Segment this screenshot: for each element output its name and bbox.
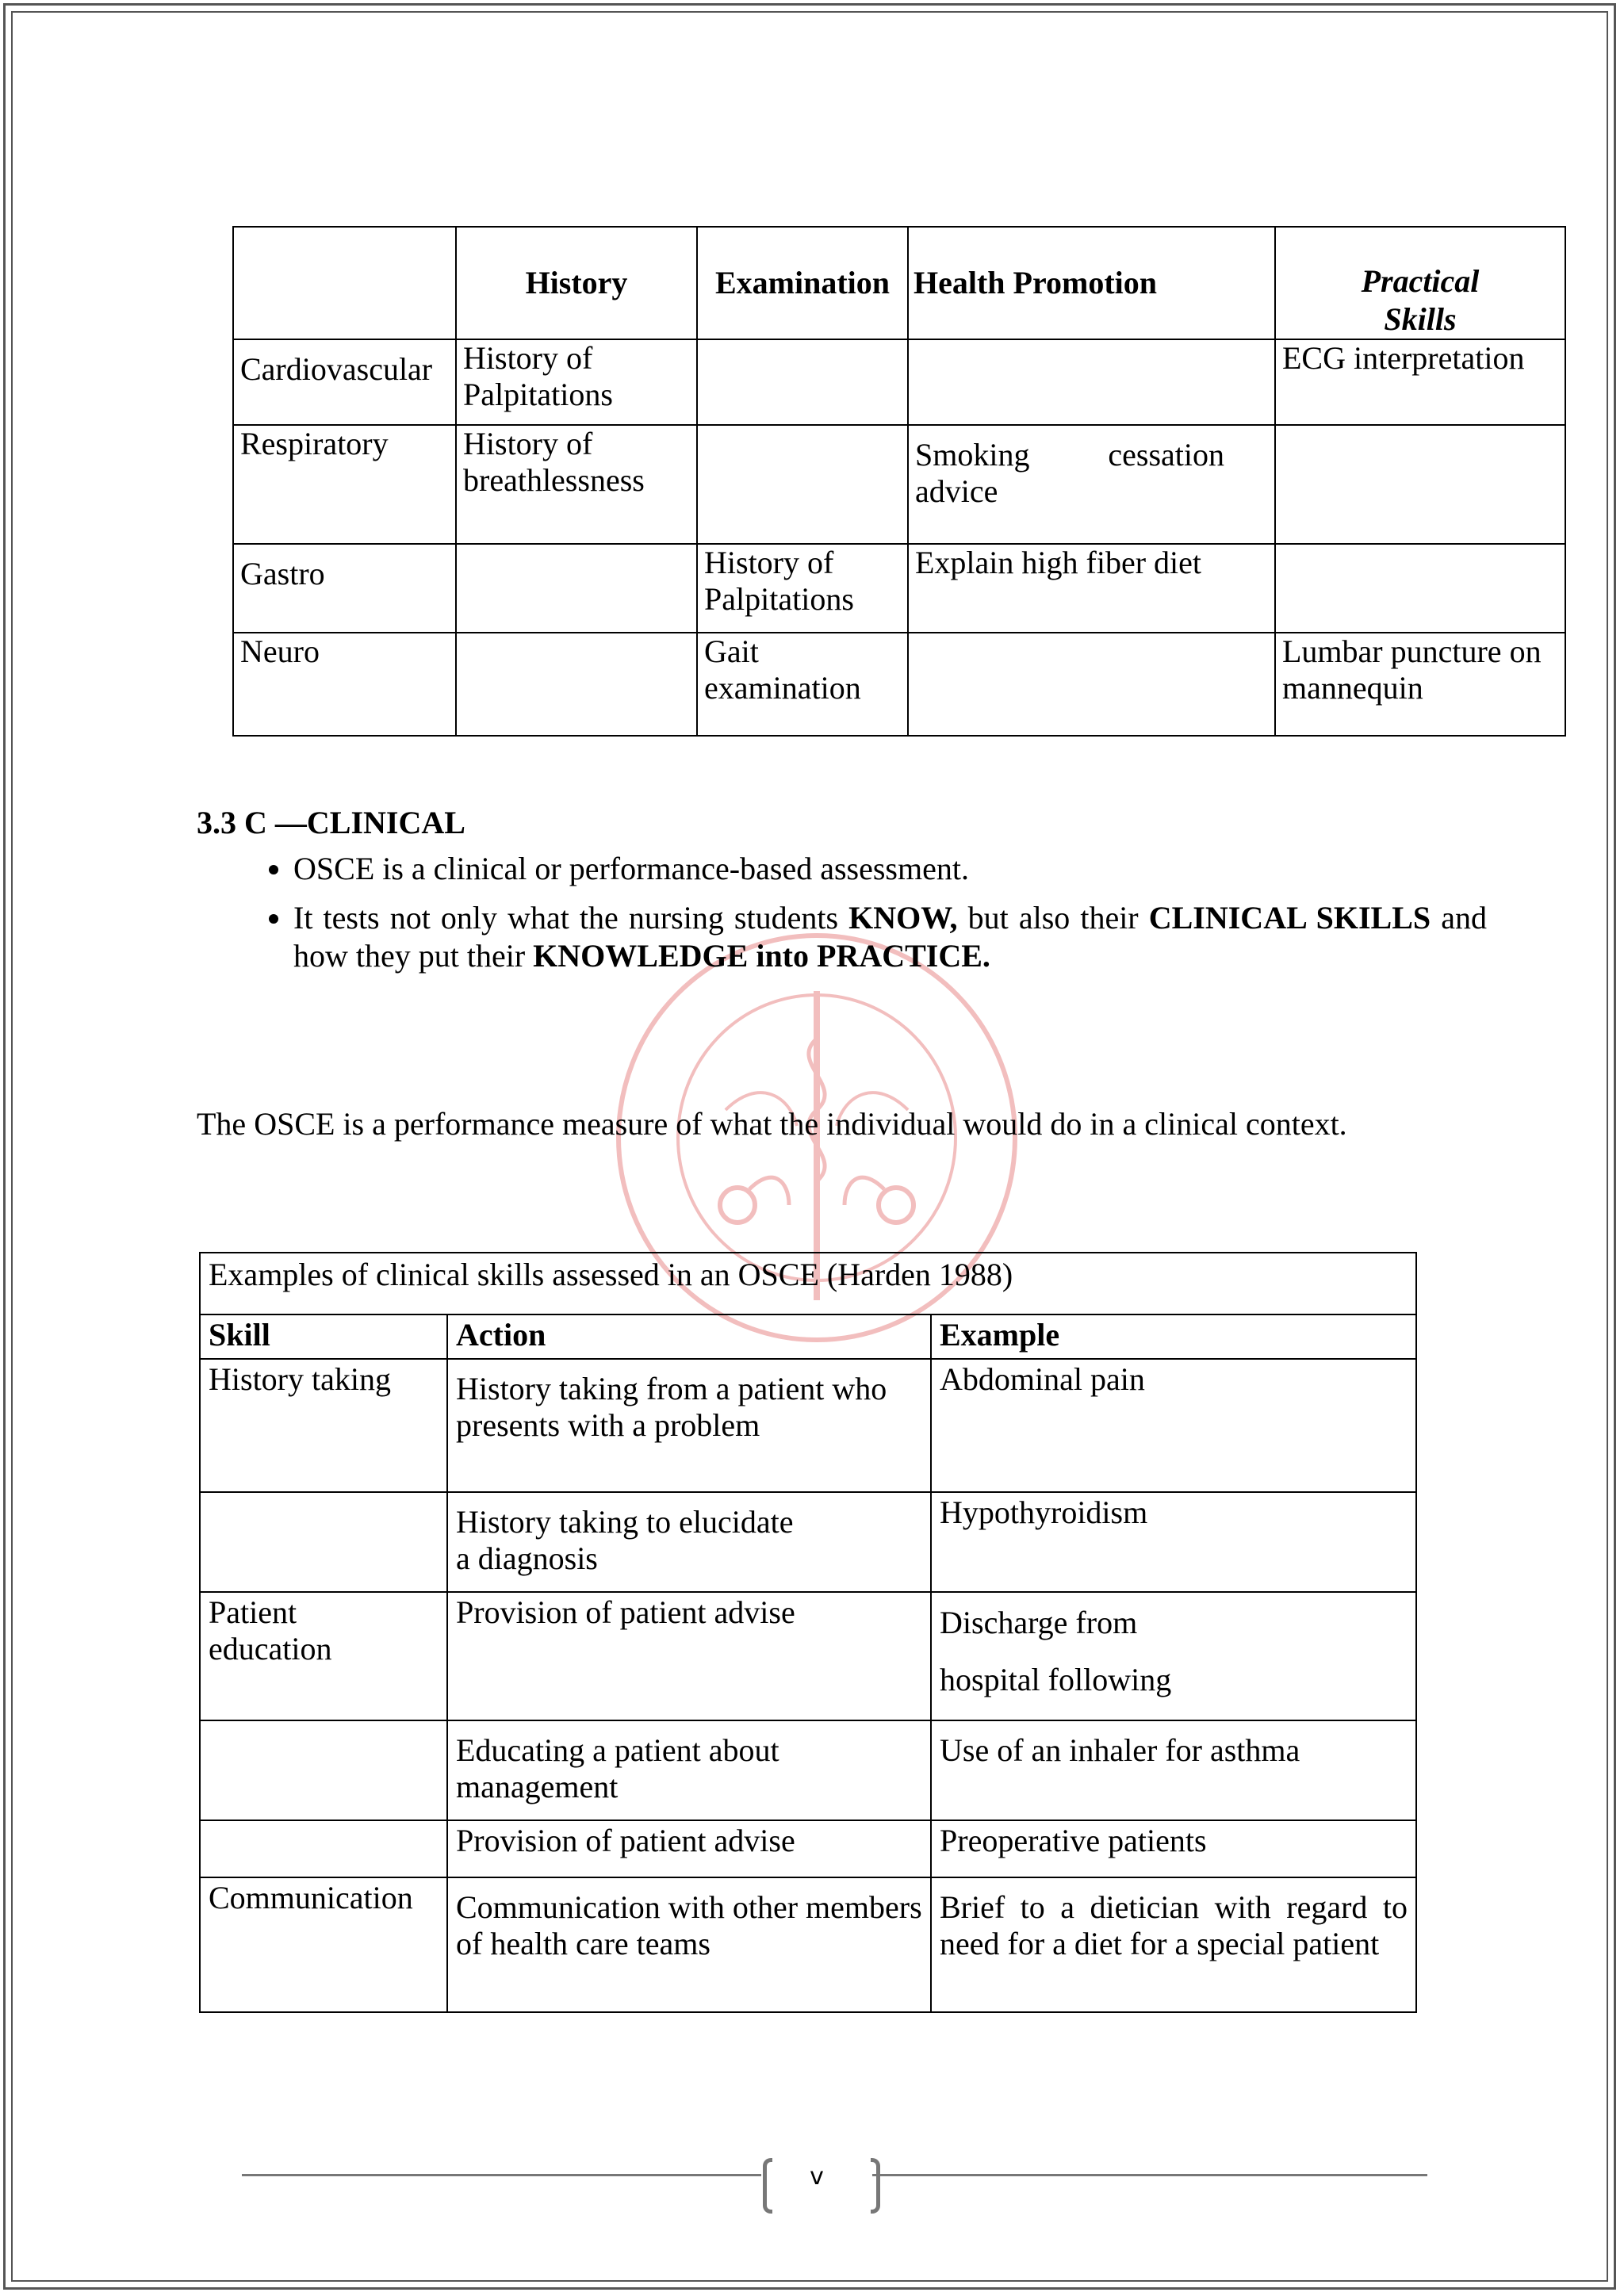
action-cell: Provision of patient advise — [447, 1820, 931, 1877]
example-cell: Preoperative patients — [931, 1820, 1416, 1877]
examination-cell: Gait examination — [697, 633, 908, 736]
header-empty — [233, 227, 456, 339]
example-cell: Abdominal pain — [931, 1359, 1416, 1492]
example-cell: Hypothyroidism — [931, 1492, 1416, 1592]
history-cell: History of Palpitations — [456, 339, 697, 425]
examination-cell — [697, 425, 908, 544]
example-cell: Discharge from hospital following — [931, 1592, 1416, 1720]
table-row — [233, 339, 1565, 425]
system-cell: Respiratory — [233, 425, 456, 544]
body-paragraph: The OSCE is a performance measure of what the individual would do in a clinical context. — [197, 1106, 1347, 1142]
table-row — [200, 1820, 1416, 1877]
header-health-promotion: Health Promotion — [908, 227, 1275, 339]
clinical-skills-table — [199, 1252, 1417, 2013]
system-cell: Gastro — [233, 544, 456, 633]
system-cell: Neuro — [233, 633, 456, 736]
systems-skills-table — [232, 226, 1566, 737]
practical-skills-cell — [1275, 425, 1565, 544]
skill-cell — [200, 1820, 447, 1877]
footer-rule-right — [872, 2174, 1427, 2176]
header-skill: Skill — [200, 1314, 447, 1359]
health-promotion-cell — [908, 339, 1275, 425]
skill-cell: History taking — [200, 1359, 447, 1492]
table-caption: Examples of clinical skills assessed in an OSCE (Harden 1988) — [200, 1253, 1416, 1314]
skill-cell — [200, 1492, 447, 1592]
example-cell: Brief to a dietician with regard to need for a diet for a special patient — [931, 1877, 1416, 2012]
header-practical-skills: Practical Skills — [1275, 227, 1565, 339]
example-cell: Use of an inhaler for asthma — [931, 1720, 1416, 1820]
table-row — [200, 1877, 1416, 2012]
action-cell: History taking from a patient who presents with a problem — [447, 1359, 931, 1492]
table-row — [233, 633, 1565, 736]
action-cell: Educating a patient about management — [447, 1720, 931, 1820]
table-row — [200, 1359, 1416, 1492]
health-promotion-cell: Explain high fiber diet — [908, 544, 1275, 633]
table-row — [233, 425, 1565, 544]
practical-skills-cell — [1275, 544, 1565, 633]
skill-cell: Patient education — [200, 1592, 447, 1720]
table-row — [233, 544, 1565, 633]
header-history: History — [456, 227, 697, 339]
history-cell — [456, 544, 697, 633]
bullet-item: • It tests not only what the nursing students KNOW, but also their CLINICAL SKILLS and how they put their KNOWLEDGE into PRACTICE. — [293, 899, 1487, 975]
action-cell: Communication with other members of health care teams — [447, 1877, 931, 2012]
bullet-item: • OSCE is a clinical or performance-based assessment. — [293, 850, 1487, 888]
skill-cell — [200, 1720, 447, 1820]
health-promotion-cell — [908, 633, 1275, 736]
footer-rule-left — [242, 2174, 761, 2176]
header-example: Example — [931, 1314, 1416, 1359]
table-row — [200, 1592, 1416, 1720]
health-promotion-cell: Smoking cessation advice — [908, 425, 1275, 544]
history-cell — [456, 633, 697, 736]
practical-skills-cell: ECG interpretation — [1275, 339, 1565, 425]
system-cell: Cardiovascular — [233, 339, 456, 425]
skill-cell: Communication — [200, 1877, 447, 2012]
practical-skills-cell: Lumbar puncture on mannequin — [1275, 633, 1565, 736]
page-number: v — [810, 2163, 824, 2191]
examination-cell — [697, 339, 908, 425]
examination-cell: History of Palpitations — [697, 544, 908, 633]
section-heading: 3.3 C —CLINICAL — [197, 805, 465, 840]
bullet-list — [230, 850, 1487, 986]
table-row — [200, 1492, 1416, 1592]
header-action: Action — [447, 1314, 931, 1359]
table-row — [200, 1720, 1416, 1820]
history-cell: History of breathlessness — [456, 425, 697, 544]
action-cell: Provision of patient advise — [447, 1592, 931, 1720]
header-examination: Examination — [697, 227, 908, 339]
action-cell: History taking to elucidate a diagnosis — [447, 1492, 931, 1592]
